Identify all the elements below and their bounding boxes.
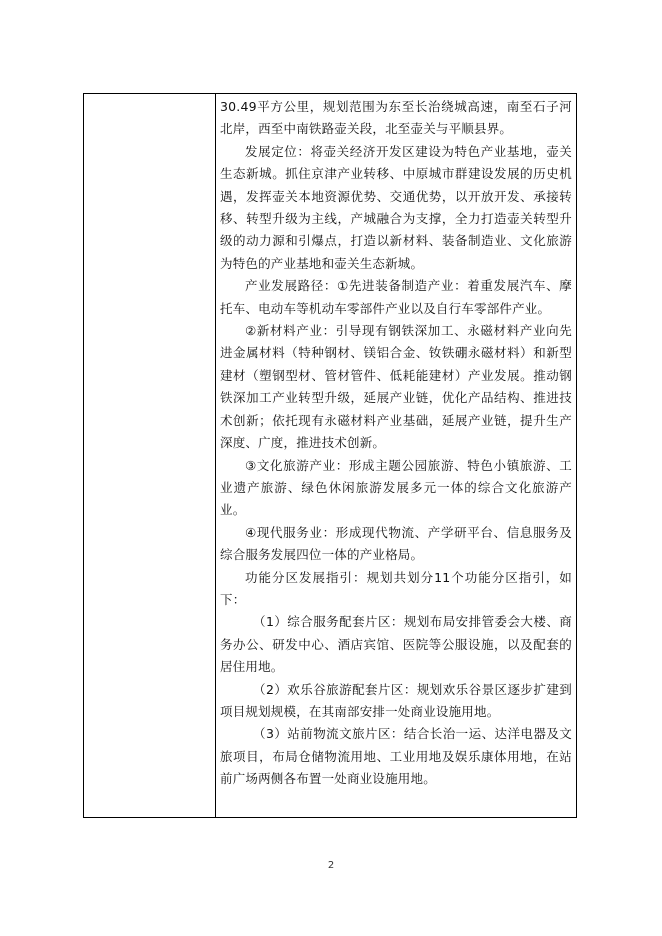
paragraph-cultural-tourism: ③文化旅游产业：形成主题公园旅游、特色小镇旅游、工业遗产旅游、绿色休闲旅游发展多元一体的综合文化旅游产业。 xyxy=(220,457,572,518)
content-table xyxy=(83,93,577,818)
page-number: 2 xyxy=(327,860,335,871)
paragraph-zone-3: （3）站前物流文旅片区：结合长治一运、达洋电器及文旅项目，布局仓储物流用地、工业用地及娱乐康体用地，在站前广场两侧各布置一处商业设施用地。 xyxy=(220,726,572,787)
content-cell xyxy=(220,94,572,791)
paragraph-new-materials: ②新材料产业：引导现有钢铁深加工、永磁材料产业向先进金属材料（特种钢材、镁铝合金、钕铁硼永磁材料）和新型建材（塑钢型材、管材管件、低耗能建材）产业发展。推动钢铁深加工产业转型升级，延展产业链，优化产品结构、推进技术创新；依托现有永磁材料产业基础，延展产业链，提升生产深度、广度，推进技术创新。 xyxy=(220,323,572,451)
paragraph-zone-1: （1）综合服务配套片区：规划布局安排管委会大楼、商务办公、研发中心、酒店宾馆、医院等公服设施，以及配套的居住用地。 xyxy=(220,614,572,675)
paragraph-development-path: 产业发展路径：①先进装备制造产业：着重发展汽车、摩托车、电动车等机动车零部件产业以及自行车零部件产业。 xyxy=(220,278,572,316)
paragraph-area: 30.49平方公里，规划范围为东至长治绕城高速，南至石子河北岸，西至中南铁路壶关段，北至壶关与平顺县界。 xyxy=(220,99,572,137)
column-divider xyxy=(215,94,216,817)
paragraph-modern-services: ④现代服务业：形成现代物流、产学研平台、信息服务及综合服务发展四位一体的产业格局。 xyxy=(220,524,572,563)
paragraph-zone-2: （2）欢乐谷旅游配套片区：规划欢乐谷景区逐步扩建到项目规划规模，在其南部安排一处商业设施用地。 xyxy=(220,681,572,719)
paragraph-zoning-guide: 功能分区发展指引：规划共划分11个功能分区指引，如下： xyxy=(220,569,572,607)
paragraph-positioning: 发展定位：将壶关经济开发区建设为特色产业基地，壶关生态新城。抓住京津产业转移、中原城市群建设发展的历史机遇，发挥壶关本地资源优势、交通优势，以开放开发、承接转移、转型升级为主线，产城融合为支撑，全力打造壶关转型升级的动力源和引爆点，打造以新材料、装备制造业、文化旅游为特色的产业基地和壶关生态新城。 xyxy=(220,143,572,271)
